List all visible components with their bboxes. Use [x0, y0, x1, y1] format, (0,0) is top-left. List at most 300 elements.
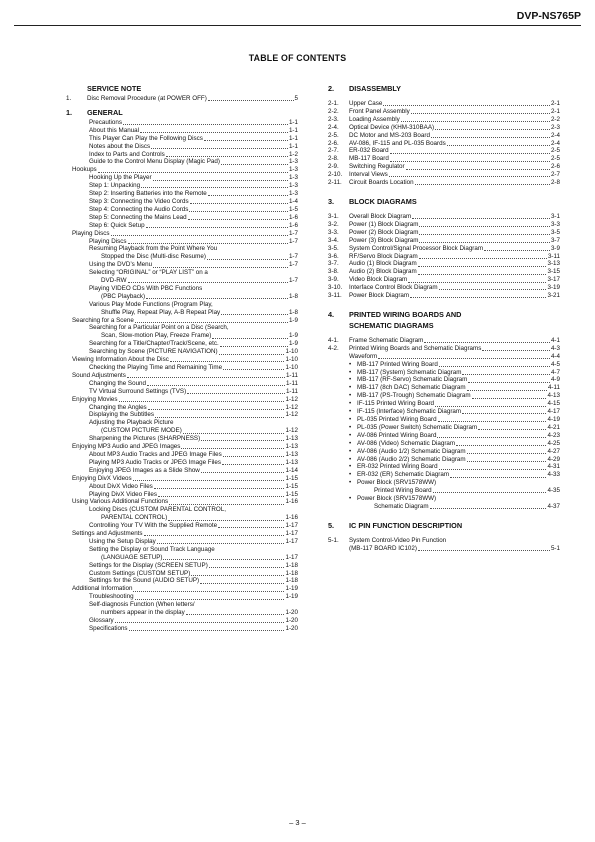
- entry-title: Front Panel Assembly: [349, 107, 410, 115]
- toc-entry[interactable]: [328, 163, 560, 171]
- entry-title: (PBC Playback): [101, 292, 146, 300]
- toc-entry[interactable]: [66, 372, 298, 380]
- entry-page: 2-1: [550, 100, 560, 107]
- entry-page: 4-27: [547, 447, 560, 455]
- toc-entry[interactable]: [66, 356, 298, 364]
- toc-entry[interactable]: [66, 340, 298, 348]
- toc-entry[interactable]: [328, 487, 560, 495]
- toc-entry[interactable]: [66, 277, 298, 285]
- entry-title: Changing the Angles: [89, 403, 147, 411]
- toc-entry[interactable]: [328, 245, 560, 253]
- entry-title: Overall Block Diagram: [349, 212, 412, 220]
- dot-leader: [140, 132, 288, 133]
- toc-entry[interactable]: [66, 95, 298, 103]
- toc-entry[interactable]: [66, 269, 298, 277]
- entry-page: 2-3: [550, 123, 560, 131]
- entry-title: MB-117 (8ch DAC) Schematic Diagram: [357, 384, 466, 392]
- entry-title: Loading Assembly: [349, 115, 400, 123]
- toc-entry[interactable]: [66, 151, 298, 159]
- toc-entry[interactable]: [328, 100, 560, 108]
- entry-title: Interface Control Block Diagram: [349, 284, 438, 292]
- entry-page: 4-9: [550, 376, 560, 384]
- toc-entry[interactable]: [66, 309, 298, 317]
- toc-entry[interactable]: [66, 127, 298, 135]
- toc-entry[interactable]: [66, 261, 298, 269]
- toc-entry[interactable]: [66, 411, 298, 419]
- entry-page: 1-9: [288, 316, 298, 324]
- toc-entry[interactable]: [66, 585, 298, 593]
- entry-page: 1-16: [285, 498, 298, 506]
- entry-title: System Control-Video Pin Function: [349, 536, 447, 544]
- toc-entry[interactable]: [66, 238, 298, 246]
- entry-title: System Control/Signal Processor Block Diagram: [349, 244, 484, 252]
- toc-entry[interactable]: [328, 345, 560, 353]
- toc-entry[interactable]: [328, 213, 560, 221]
- toc-entry[interactable]: [66, 554, 298, 562]
- entry-page: 1-12: [285, 395, 298, 403]
- bullet-icon: •: [349, 360, 352, 368]
- toc-entry[interactable]: [328, 353, 560, 361]
- toc-entry[interactable]: [66, 530, 298, 538]
- entry-title: numbers appear in the display: [101, 609, 185, 617]
- dot-leader: [189, 211, 288, 212]
- entry-page: 3-1: [550, 212, 560, 220]
- entry-page: 1-4: [288, 197, 298, 205]
- entry-title: Settings for the Sound (AUDIO SETUP): [89, 577, 200, 585]
- entry-page: 4-15: [547, 400, 560, 408]
- toc-entry[interactable]: [66, 135, 298, 143]
- bullet-icon: •: [349, 455, 352, 463]
- dot-leader: [433, 492, 547, 493]
- dot-leader: [201, 472, 285, 473]
- dot-leader: [190, 203, 288, 204]
- entry-page: 1-18: [285, 569, 298, 577]
- dot-leader: [472, 398, 547, 399]
- toc-entry[interactable]: [66, 459, 298, 467]
- toc-entry[interactable]: [328, 361, 560, 369]
- dot-leader: [415, 184, 550, 185]
- entry-title: Playing DivX Video Files: [89, 490, 157, 498]
- entry-title: Glossary: [89, 617, 114, 624]
- entry-page: 3-19: [547, 284, 560, 292]
- toc-entry[interactable]: [66, 609, 298, 617]
- entry-number: 2-10.: [328, 171, 343, 179]
- dot-leader: [468, 382, 550, 383]
- entry-number: 2-9.: [328, 163, 339, 171]
- toc-entry[interactable]: [328, 116, 560, 124]
- toc-entry[interactable]: [66, 143, 298, 151]
- entry-page: 4-23: [547, 431, 560, 439]
- dot-leader: [119, 401, 285, 402]
- toc-entry[interactable]: [66, 253, 298, 261]
- entry-title: Settings for the Display (SCREEN SETUP): [89, 561, 208, 569]
- dot-leader: [462, 413, 546, 414]
- toc-entry[interactable]: [66, 245, 298, 253]
- entry-page: 1-5: [288, 205, 298, 213]
- entry-title: Printed Wiring Boards and Schematic Diagrams: [349, 344, 482, 352]
- entry-page: 1-10: [285, 356, 298, 364]
- toc-entry[interactable]: [66, 443, 298, 451]
- dot-leader: [186, 614, 285, 615]
- toc-entry[interactable]: [328, 237, 560, 245]
- toc-entry[interactable]: [328, 448, 560, 456]
- entry-page: 2-1: [550, 107, 560, 115]
- entry-title: MB-117 (RF-Servo) Schematic Diagram: [357, 376, 468, 384]
- entry-page: 3-9: [550, 244, 560, 252]
- entry-title: MB-117 (System) Schematic Diagram: [357, 368, 462, 376]
- entry-title: ER-032 (ER) Schematic Diagram: [357, 471, 450, 479]
- toc-entry[interactable]: [66, 317, 298, 325]
- entry-title: Playing MP3 Audio Tracks or JPEG Image Files: [89, 458, 221, 466]
- dot-leader: [163, 559, 284, 560]
- toc-entry[interactable]: [66, 514, 298, 522]
- section-number: 4.: [328, 309, 335, 319]
- toc-entry[interactable]: [328, 400, 560, 408]
- dot-leader: [419, 234, 549, 235]
- toc-entry[interactable]: [66, 293, 298, 301]
- dot-leader: [467, 453, 547, 454]
- entry-title: IF-115 Printed Wiring Board: [357, 400, 434, 408]
- section-title: GENERAL: [87, 107, 123, 117]
- entry-page: 1-11: [285, 379, 298, 387]
- toc-entry[interactable]: [66, 301, 298, 309]
- toc-entry[interactable]: [66, 451, 298, 459]
- entry-page: 3-11: [547, 252, 560, 260]
- entry-title: Step 6: Quick Setup: [89, 221, 145, 229]
- entry-page: 1-3: [288, 190, 298, 198]
- toc-entry[interactable]: [328, 495, 560, 503]
- toc-entry[interactable]: [66, 332, 298, 340]
- bullet-icon: •: [349, 471, 352, 479]
- toc-entry[interactable]: [66, 214, 298, 222]
- entry-title: Using the Setup Display: [89, 537, 156, 545]
- toc-entry[interactable]: [66, 380, 298, 388]
- toc-entry[interactable]: [66, 522, 298, 530]
- toc-entry[interactable]: [328, 384, 560, 392]
- toc-entry[interactable]: [66, 625, 298, 633]
- entry-title: Hookups: [72, 166, 97, 174]
- dot-leader: [201, 440, 284, 441]
- toc-entry[interactable]: [328, 337, 560, 345]
- entry-title: Optical Device (KHM-310BAA): [349, 123, 435, 131]
- bullet-icon: •: [349, 376, 352, 384]
- toc-entry[interactable]: [328, 284, 560, 292]
- toc-entry[interactable]: [328, 376, 560, 384]
- entry-title: Displaying the Subtitles: [89, 411, 154, 419]
- toc-entry[interactable]: [328, 155, 560, 163]
- dot-leader: [383, 105, 550, 106]
- bullet-icon: •: [349, 423, 352, 431]
- entry-page: 1-1: [288, 142, 298, 150]
- toc-entry[interactable]: [328, 424, 560, 432]
- dot-leader: [181, 448, 284, 449]
- toc-entry[interactable]: [66, 158, 298, 166]
- bullet-icon: •: [349, 479, 352, 487]
- toc-entry[interactable]: [328, 537, 560, 545]
- entry-page: 3-21: [547, 292, 560, 300]
- dot-leader: [153, 267, 288, 268]
- toc-entry[interactable]: [328, 479, 560, 487]
- dot-leader: [424, 342, 550, 343]
- bullet-icon: •: [349, 439, 352, 447]
- toc-entry[interactable]: [328, 369, 560, 377]
- entry-title: Enjoying DivX Videos: [72, 474, 132, 482]
- toc-entry[interactable]: [66, 475, 298, 483]
- toc-entry[interactable]: [66, 538, 298, 546]
- toc-entry[interactable]: [328, 408, 560, 416]
- toc-entry[interactable]: [328, 545, 560, 553]
- toc-entry[interactable]: [66, 601, 298, 609]
- entry-title: (LANGUAGE SETUP): [101, 553, 163, 561]
- toc-entry[interactable]: [66, 222, 298, 230]
- entry-number: 2-6.: [328, 139, 339, 147]
- entry-title: Settings and Adjustments: [72, 530, 143, 538]
- toc-entry[interactable]: [328, 179, 560, 187]
- toc-entry[interactable]: [66, 498, 298, 506]
- dot-leader: [456, 445, 546, 446]
- toc-entry[interactable]: [328, 432, 560, 440]
- toc-entry[interactable]: [66, 364, 298, 372]
- toc-entry[interactable]: [66, 593, 298, 601]
- toc-entry[interactable]: [66, 198, 298, 206]
- bullet-icon: •: [349, 408, 352, 416]
- dot-leader: [212, 338, 288, 339]
- entry-title: Notes about the Discs: [89, 142, 151, 150]
- section-title: SCHEMATIC DIAGRAMS: [349, 320, 434, 330]
- entry-title: About this Manual: [89, 126, 140, 134]
- toc-entry[interactable]: [66, 491, 298, 499]
- entry-number: 5-1.: [328, 536, 339, 544]
- entry-page: 4-21: [547, 423, 560, 431]
- dot-leader: [147, 385, 285, 386]
- dot-leader: [438, 421, 547, 422]
- entry-title: Upper Case: [349, 100, 383, 107]
- toc-entry[interactable]: [328, 392, 560, 400]
- entry-page: 1-1: [288, 126, 298, 134]
- toc-entry[interactable]: [66, 119, 298, 127]
- toc-entry[interactable]: [328, 471, 560, 479]
- entry-title: MB-117 (PS-Trough) Schematic Diagram: [357, 392, 471, 400]
- entry-title: Controlling Your TV With the Supplied Remote: [89, 522, 218, 530]
- entry-number: 3-3.: [328, 228, 339, 236]
- entry-page: 2-4: [550, 131, 560, 139]
- toc-entry[interactable]: [66, 617, 298, 625]
- entry-title: Audio (1) Block Diagram: [349, 260, 417, 268]
- entry-page: 1-1: [288, 134, 298, 142]
- entry-page: 1-20: [285, 617, 298, 624]
- entry-title: Switching Regulator: [349, 163, 405, 171]
- toc-entry[interactable]: [328, 171, 560, 179]
- entry-title: Viewing Information About the Disc: [72, 356, 169, 364]
- entry-page: 2-8: [550, 179, 560, 187]
- dot-leader: [133, 591, 284, 592]
- entry-title: Video Block Diagram: [349, 276, 408, 284]
- toc-entry[interactable]: [328, 440, 560, 448]
- toc-entry[interactable]: [328, 108, 560, 116]
- entry-page: 3-15: [547, 268, 560, 276]
- entry-page: 1-10: [285, 364, 298, 371]
- page-title: TABLE OF CONTENTS: [248, 53, 347, 63]
- entry-title: ER-032 Board: [349, 147, 389, 155]
- dot-leader: [467, 390, 547, 391]
- entry-title: Using Various Additional Functions: [72, 498, 169, 506]
- entry-title: ER-032 Printed Wiring Board: [357, 463, 438, 471]
- toc-entry[interactable]: [66, 206, 298, 214]
- section-heading: [328, 310, 560, 319]
- entry-page: 4-7: [550, 368, 560, 376]
- entry-title: Scan, Slow-motion Play, Freeze Frame): [101, 332, 212, 340]
- toc-entry[interactable]: [328, 268, 560, 276]
- entry-page: 4-17: [547, 408, 560, 416]
- toc-entry[interactable]: [66, 396, 298, 404]
- toc-entry[interactable]: [66, 285, 298, 293]
- section-number: [328, 321, 349, 330]
- entry-title: Step 5: Connecting the Mains Lead: [89, 213, 187, 221]
- toc-entry[interactable]: [66, 419, 298, 427]
- section-heading: [328, 84, 560, 93]
- toc-entry[interactable]: [66, 570, 298, 578]
- dot-leader: [389, 176, 550, 177]
- entry-page: 1-8: [288, 292, 298, 300]
- toc-entry[interactable]: [66, 182, 298, 190]
- dot-leader: [484, 250, 550, 251]
- toc-entry[interactable]: [328, 124, 560, 132]
- entry-page: 4-31: [547, 463, 560, 471]
- dot-leader: [144, 535, 285, 536]
- dot-leader: [187, 393, 285, 394]
- entry-title: Power (2) Block Diagram: [349, 228, 419, 236]
- toc-entry[interactable]: [328, 253, 560, 261]
- dot-leader: [166, 156, 288, 157]
- toc-entry[interactable]: [66, 230, 298, 238]
- section-title: BLOCK DIAGRAMS: [349, 196, 417, 206]
- entry-title: Checking the Playing Time and Remaining Time: [89, 364, 223, 371]
- toc-entry[interactable]: [66, 190, 298, 198]
- entry-page: 3-13: [547, 260, 560, 268]
- dot-leader: [418, 274, 547, 275]
- toc-entry[interactable]: [328, 416, 560, 424]
- spacer: [328, 300, 560, 310]
- toc-right-column: [328, 84, 560, 553]
- section-heading: [328, 197, 560, 206]
- section-number: 2.: [328, 84, 335, 93]
- entry-title: Playing VIDEO CDs With PBC Functions: [89, 284, 203, 292]
- dot-leader: [437, 437, 546, 438]
- toc-entry[interactable]: [328, 503, 560, 511]
- entry-page: 1-14: [285, 466, 298, 474]
- spacer: [328, 187, 560, 197]
- entry-title: Searching for a Particular Point on a Disc (Search,: [89, 324, 229, 332]
- entry-page: 4-11: [547, 384, 560, 392]
- entry-number: 3-6.: [328, 252, 339, 260]
- entry-page: 1-3: [288, 158, 298, 166]
- dot-leader: [218, 527, 284, 528]
- toc-entry[interactable]: [66, 546, 298, 554]
- entry-title: Precautions: [89, 118, 123, 126]
- entry-title: Self-diagnosis Function (When letters/: [89, 601, 195, 609]
- section-number: 5.: [328, 520, 335, 530]
- toc-entry[interactable]: [66, 348, 298, 356]
- toc-entry[interactable]: [328, 147, 560, 155]
- toc-entry[interactable]: [66, 467, 298, 475]
- entry-number: 2-7.: [328, 147, 339, 155]
- dot-leader: [222, 464, 284, 465]
- entry-page: 2-2: [550, 115, 560, 123]
- dot-leader: [133, 480, 285, 481]
- entry-page: 1-15: [285, 490, 298, 498]
- entry-title: Interval Views: [349, 171, 388, 179]
- entry-number: 2-5.: [328, 131, 339, 139]
- entry-page: 3-5: [550, 228, 560, 236]
- entry-title: Searching by Scene (PICTURE NAVIGATION): [89, 348, 218, 356]
- toc-entry[interactable]: [66, 506, 298, 514]
- toc-entry[interactable]: [66, 435, 298, 443]
- toc-entry[interactable]: [66, 174, 298, 182]
- section-heading: [328, 521, 560, 530]
- toc-entry[interactable]: [328, 456, 560, 464]
- toc-entry[interactable]: [66, 388, 298, 396]
- toc-entry[interactable]: [66, 427, 298, 435]
- entry-number: 3-4.: [328, 236, 339, 244]
- toc-entry[interactable]: [328, 132, 560, 140]
- toc-entry[interactable]: [66, 166, 298, 174]
- dot-leader: [169, 504, 284, 505]
- entry-page: 1-7: [288, 253, 298, 261]
- toc-entry[interactable]: [328, 229, 560, 237]
- entry-page: 1-18: [285, 577, 298, 585]
- toc-entry[interactable]: [66, 562, 298, 570]
- toc-entry[interactable]: [328, 221, 560, 229]
- entry-title: TV Virtual Surround Settings (TVS): [89, 387, 187, 395]
- dot-leader: [462, 374, 550, 375]
- toc-entry[interactable]: [328, 276, 560, 284]
- toc-entry[interactable]: [66, 577, 298, 585]
- dot-leader: [208, 100, 294, 101]
- entry-page: 2-5: [550, 147, 560, 155]
- toc-entry[interactable]: [66, 324, 298, 332]
- dot-leader: [135, 322, 288, 323]
- dot-leader: [135, 599, 285, 600]
- toc-entry[interactable]: [328, 292, 560, 300]
- entry-title: Using the DVD’s Menu: [89, 261, 153, 269]
- entry-page: 1-18: [285, 561, 298, 569]
- entry-page: 1-13: [285, 443, 298, 451]
- dot-leader: [158, 496, 285, 497]
- entry-title: Hooking Up the Player: [89, 174, 152, 182]
- section-number: 1.: [66, 107, 73, 117]
- entry-page: 3-3: [550, 220, 560, 228]
- entry-page: 1-6: [288, 213, 298, 221]
- toc-entry[interactable]: [66, 483, 298, 491]
- dot-leader: [129, 630, 285, 631]
- entry-title: AV-086, IF-115 and PL-035 Boards: [349, 139, 446, 147]
- dot-leader: [221, 314, 288, 315]
- toc-entry[interactable]: [328, 463, 560, 471]
- toc-entry[interactable]: [328, 260, 560, 268]
- dot-leader: [183, 433, 285, 434]
- dot-leader: [223, 456, 285, 457]
- section-heading: [66, 84, 298, 93]
- toc-entry[interactable]: [328, 140, 560, 148]
- entry-page: 2-4: [550, 139, 560, 147]
- entry-number: 2-4.: [328, 123, 339, 131]
- dot-leader: [141, 187, 288, 188]
- dot-leader: [378, 358, 550, 359]
- toc-entry[interactable]: [66, 404, 298, 412]
- entry-title: Troubleshooting: [89, 593, 134, 601]
- entry-page: 2-6: [550, 163, 560, 171]
- dot-leader: [401, 121, 550, 122]
